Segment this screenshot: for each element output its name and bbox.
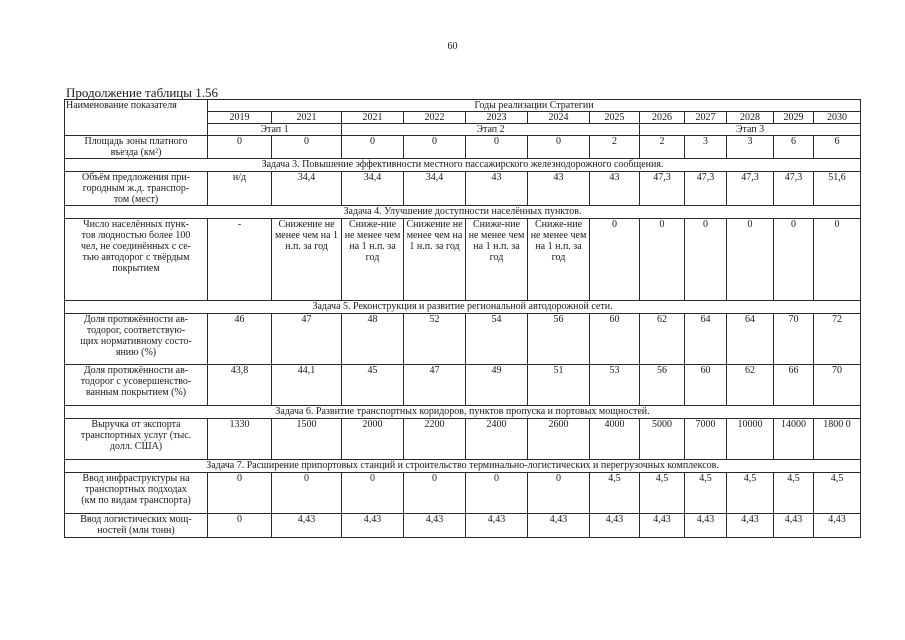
- value-cell: 0: [685, 219, 727, 301]
- indicator-name-line: Доля протяжённости ав-: [83, 314, 189, 325]
- value-cell: 4,43: [685, 514, 727, 538]
- value-cell: 56: [528, 314, 590, 365]
- value-cell: 0: [208, 514, 272, 538]
- value-cell: 1800 0: [814, 419, 861, 460]
- value-cell: Сниже-ние не менее чем на 1 н.п. за год: [466, 219, 528, 301]
- table-row: [65, 172, 861, 206]
- value-cell: 4,43: [342, 514, 404, 538]
- value-cell: 34,4: [404, 172, 466, 206]
- task-heading: Задача 6. Развитие транспортных коридоров, пунктов пропуска и портовых мощностей.: [65, 406, 861, 419]
- value-cell: Снижение не менее чем на 1 н.п. за год: [272, 219, 342, 301]
- value-cell: 0: [528, 473, 590, 514]
- value-cell: 4,43: [727, 514, 774, 538]
- value-cell: 66: [774, 365, 814, 406]
- indicator-name-line: Доля протяжённости ав-: [83, 365, 189, 376]
- value-cell: 6: [774, 136, 814, 159]
- year-cell: 2025: [590, 112, 640, 124]
- value-cell: 0: [342, 136, 404, 159]
- year-cell: 2029: [774, 112, 814, 124]
- year-cell: 2027: [685, 112, 727, 124]
- value-cell: 4,43: [466, 514, 528, 538]
- indicator-name-line: Ввод инфраструктуры на: [82, 473, 190, 484]
- indicator-name-line: (км по видам транспорта): [81, 495, 191, 506]
- value-cell: 70: [814, 365, 861, 406]
- year-cell: 2024: [528, 112, 590, 124]
- task-row: [65, 406, 861, 419]
- indicator-name: [65, 172, 208, 206]
- indicator-name-line: Объём предложения при-: [81, 172, 191, 183]
- value-cell: Сниже-ние не менее чем на 1 н.п. за год: [528, 219, 590, 301]
- indicator-name-line: тодорог, соответствую-: [86, 325, 186, 336]
- value-cell: 0: [466, 136, 528, 159]
- task-row: [65, 301, 861, 314]
- value-cell: 54: [466, 314, 528, 365]
- value-cell: 0: [528, 136, 590, 159]
- value-cell: 62: [640, 314, 685, 365]
- indicator-name-line: Ввод логистических мощ-: [80, 514, 192, 525]
- indicator-name-line: янию (%): [115, 347, 157, 358]
- indicator-name-line: Выручка от экспорта: [91, 419, 181, 430]
- indicator-header: Наименование показателя: [65, 100, 208, 136]
- indicator-name-line: том (мест): [113, 194, 159, 205]
- value-cell: -: [208, 219, 272, 301]
- indicator-name-line: тодорог с усовершенство-: [80, 376, 192, 387]
- strategy-table: [64, 99, 861, 538]
- value-cell: 1500: [272, 419, 342, 460]
- value-cell: н/д: [208, 172, 272, 206]
- task-row: [65, 460, 861, 473]
- indicator-name: [65, 314, 208, 365]
- value-cell: Сниже-ние не менее чем на 1 н.п. за год: [342, 219, 404, 301]
- value-cell: 46: [208, 314, 272, 365]
- value-cell: 34,4: [272, 172, 342, 206]
- value-cell: 0: [272, 473, 342, 514]
- value-cell: 5000: [640, 419, 685, 460]
- value-cell: 3: [727, 136, 774, 159]
- value-cell: 2: [640, 136, 685, 159]
- value-cell: 64: [727, 314, 774, 365]
- value-cell: 43,8: [208, 365, 272, 406]
- value-cell: 34,4: [342, 172, 404, 206]
- value-cell: 2400: [466, 419, 528, 460]
- value-cell: 51,6: [814, 172, 861, 206]
- value-cell: 47: [404, 365, 466, 406]
- value-cell: 0: [404, 136, 466, 159]
- value-cell: 10000: [727, 419, 774, 460]
- value-cell: 4,43: [590, 514, 640, 538]
- value-cell: 4,5: [640, 473, 685, 514]
- value-cell: 0: [342, 473, 404, 514]
- stage-3-header: Этап 3: [640, 124, 861, 136]
- value-cell: 43: [528, 172, 590, 206]
- table-row: [65, 473, 861, 514]
- indicator-name-line: Число населённых пунк-: [83, 219, 189, 230]
- indicator-name-line: чел, не соединённых с се-: [80, 241, 192, 252]
- value-cell: 0: [590, 219, 640, 301]
- value-cell: 60: [685, 365, 727, 406]
- value-cell: 4,5: [590, 473, 640, 514]
- value-cell: 3: [685, 136, 727, 159]
- indicator-name: [65, 219, 208, 301]
- value-cell: 56: [640, 365, 685, 406]
- task-heading: Задача 7. Расширение припортовых станций и строительство терминально-логистических и перегрузочных комплексов.: [65, 460, 861, 473]
- task-heading: Задача 3. Повышение эффективности местного пассажирского железнодорожного сообщения.: [65, 159, 861, 172]
- value-cell: 4,5: [774, 473, 814, 514]
- value-cell: 47,3: [727, 172, 774, 206]
- value-cell: 6: [814, 136, 861, 159]
- year-cell: 2022: [404, 112, 466, 124]
- stage-2-header: Этап 2: [342, 124, 640, 136]
- year-cell: 2023: [466, 112, 528, 124]
- value-cell: 2000: [342, 419, 404, 460]
- indicator-name-line: транспортных подходах: [85, 484, 187, 495]
- value-cell: 2: [590, 136, 640, 159]
- year-cell: 2021: [342, 112, 404, 124]
- value-cell: 4,5: [814, 473, 861, 514]
- value-cell: 4,43: [640, 514, 685, 538]
- value-cell: 47,3: [685, 172, 727, 206]
- value-cell: 72: [814, 314, 861, 365]
- value-cell: 0: [640, 219, 685, 301]
- value-cell: 47,3: [640, 172, 685, 206]
- indicator-name-line: городным ж.д. транспор-: [82, 183, 190, 194]
- value-cell: 0: [466, 473, 528, 514]
- table-row: [65, 314, 861, 365]
- table-row: [65, 419, 861, 460]
- indicator-name: [65, 514, 208, 538]
- value-cell: 44,1: [272, 365, 342, 406]
- value-cell: 2600: [528, 419, 590, 460]
- value-cell: 4,43: [404, 514, 466, 538]
- value-cell: 70: [774, 314, 814, 365]
- value-cell: 47,3: [774, 172, 814, 206]
- indicator-name-line: покрытием: [112, 263, 160, 274]
- value-cell: 4,5: [727, 473, 774, 514]
- value-cell: 53: [590, 365, 640, 406]
- value-cell: 4000: [590, 419, 640, 460]
- value-cell: 48: [342, 314, 404, 365]
- value-cell: 0: [814, 219, 861, 301]
- indicator-name: [65, 473, 208, 514]
- indicator-name: [65, 136, 208, 159]
- indicator-name: [65, 419, 208, 460]
- value-cell: 7000: [685, 419, 727, 460]
- value-cell: 2200: [404, 419, 466, 460]
- indicator-name-line: ванным покрытием (%): [85, 387, 187, 398]
- indicator-name-line: тов людностью более 100: [81, 230, 191, 241]
- value-cell: 45: [342, 365, 404, 406]
- task-row: [65, 206, 861, 219]
- value-cell: 47: [272, 314, 342, 365]
- indicator-name-line: щих нормативному состо-: [80, 336, 192, 347]
- value-cell: 4,43: [528, 514, 590, 538]
- indicator-name-line: ностей (млн тонн): [97, 525, 175, 536]
- value-cell: 0: [208, 473, 272, 514]
- value-cell: 0: [404, 473, 466, 514]
- value-cell: 62: [727, 365, 774, 406]
- value-cell: 51: [528, 365, 590, 406]
- table-caption: Продолжение таблицы 1.56: [66, 85, 218, 100]
- stage-1-header: Этап 1: [208, 124, 342, 136]
- value-cell: 4,43: [774, 514, 814, 538]
- year-cell: 2019: [208, 112, 272, 124]
- table-row: [65, 136, 861, 159]
- task-heading: Задача 5. Реконструкция и развитие региональной автодорожной сети.: [65, 301, 861, 314]
- value-cell: 1330: [208, 419, 272, 460]
- value-cell: 4,5: [685, 473, 727, 514]
- value-cell: 64: [685, 314, 727, 365]
- indicator-name-line: транспортных услуг (тыс.: [80, 430, 192, 441]
- value-cell: 14000: [774, 419, 814, 460]
- table-row: [65, 365, 861, 406]
- indicator-name-line: тью автодорог с твёрдым: [82, 252, 190, 263]
- table-row: [65, 219, 861, 301]
- value-cell: 52: [404, 314, 466, 365]
- years-header: Годы реализации Стратегии: [208, 100, 861, 112]
- header-row-years-label: [65, 100, 861, 112]
- page-number: 60: [447, 41, 458, 52]
- indicator-name-line: въезда (км²): [110, 147, 162, 158]
- year-cell: 2028: [727, 112, 774, 124]
- value-cell: Снижение не менее чем на 1 н.п. за год: [404, 219, 466, 301]
- value-cell: 0: [272, 136, 342, 159]
- value-cell: 60: [590, 314, 640, 365]
- value-cell: 4,43: [272, 514, 342, 538]
- value-cell: 43: [466, 172, 528, 206]
- value-cell: 4,43: [814, 514, 861, 538]
- year-cell: 2026: [640, 112, 685, 124]
- task-heading: Задача 4. Улучшение доступности населённых пунктов.: [65, 206, 861, 219]
- value-cell: 0: [774, 219, 814, 301]
- table-row: [65, 514, 861, 538]
- indicator-name: [65, 365, 208, 406]
- indicator-name-line: Площадь зоны платного: [84, 136, 188, 147]
- task-row: [65, 159, 861, 172]
- value-cell: 0: [727, 219, 774, 301]
- indicator-name-line: долл. США): [109, 441, 163, 452]
- year-cell: 2021: [272, 112, 342, 124]
- year-cell: 2030: [814, 112, 861, 124]
- value-cell: 49: [466, 365, 528, 406]
- value-cell: 43: [590, 172, 640, 206]
- value-cell: 0: [208, 136, 272, 159]
